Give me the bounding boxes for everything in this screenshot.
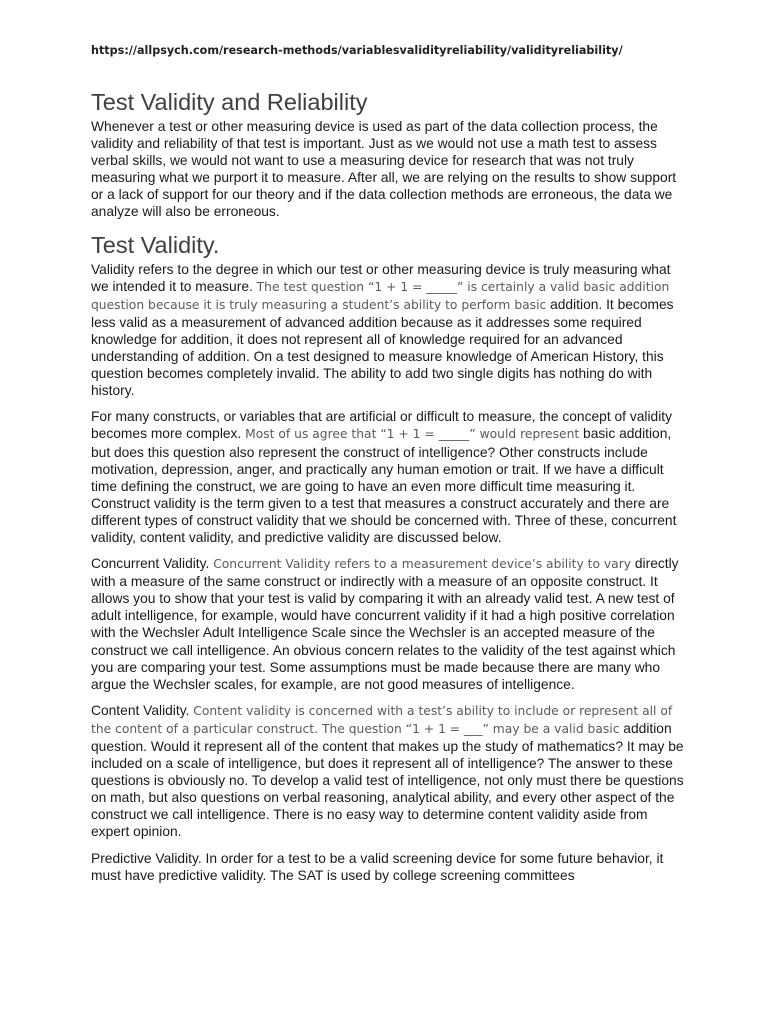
content-definition-text: Content validity is concerned with a test’s ability to include or represent all of the content of a particular construct. The question “1 + 1 = ___” may be a valid basic xyxy=(91,703,673,736)
intro-paragraph: Whenever a test or other measuring device is used as part of the data collection process, the validity and reliability of that test is important. Just as we would not use a math test to assess verbal skills, we would not want to use a measuring device for research that was not truly measuring what we purport it to measure. After all, we are relying on the results to show support or a lack of support for our theory and if the data collection methods are erroneous, the data we analyze will also be erroneous. xyxy=(91,119,677,220)
validity-example-text: The test question “1 + 1 = _____” is certainly a valid basic addition question because it is truly measuring a student’s ability to perform basic xyxy=(91,279,670,312)
content-text: addition question. Would it represent all of the content that makes up the study of mathematics? It may be included on a scale of intelligence, but does it represent all of intelligence? The answer to these questions is obviously no. To develop a valid test of intelligence, not only must there be questions on math, but also questions on verbal reasoning, analytical ability, and every other aspect of the construct we call intelligence. There is no easy way to determine content validity aside from expert opinion. xyxy=(91,720,684,840)
content-label: Content Validity. xyxy=(91,702,194,718)
validity-text-2: addition. It becomes less valid as a measurement of advanced addition because as it addresses some required knowledge for addition, it does not represent all of knowledge required for an advanced understanding of addition. On a test designed to measure knowledge of American History, this question becomes completely invalid. The ability to add two single digits has nothing do with history. xyxy=(91,296,674,399)
construct-paragraph xyxy=(91,408,686,546)
predictive-validity-paragraph: Predictive Validity. In order for a test to be a valid screening device for some future behavior, it must have predictive validity. The SAT is used by college screening committees xyxy=(91,850,664,883)
validity-text-1: Validity refers to the degree in which our test or other measuring device is truly measuring what we intended it to measure. xyxy=(91,261,671,294)
title-test-validity-and-reliability: Test Validity and Reliability xyxy=(91,89,368,115)
document-page xyxy=(91,44,686,893)
validity-paragraph xyxy=(91,261,686,400)
construct-example-text: Most of us agree that “1 + 1 = _____” would represent xyxy=(245,427,580,442)
concurrent-validity-paragraph xyxy=(91,555,686,693)
heading-test-validity: Test Validity. xyxy=(91,231,220,258)
construct-text-2: basic addition, but does this question also represent the construct of intelligence? Other constructs include motivation, depression, anger, and practically any human emotion or trait. If we have a difficult time defining the construct, we are going to have an even more difficult time measuring it. Construct validity is the term given to a test that measures a construct accurately and there are different types of construct validity that we should be concerned with. Three of these, concurrent validity, content validity, and predictive validity are discussed below. xyxy=(91,426,677,545)
construct-text-1: For many constructs, or variables that are artificial or difficult to measure, the concept of validity becomes more complex. xyxy=(91,409,672,442)
concurrent-text: directly with a measure of the same construct or indirectly with a measure of an opposite construct. It allows you to show that your test is valid by comparing it with an already valid test. A new test of adult intelligence, for example, would have concurrent validity if it had a high positive correlation with the Wechsler Adult Intelligence Scale since the Wechsler is an accepted measure of the construct we call intelligence. An obvious concern relates to the validity of the test against which you are comparing your test. Some assumptions must be made because there are many who argue the Wechsler scales, for example, are not good measures of intelligence. xyxy=(91,556,679,692)
concurrent-label: Concurrent Validity. xyxy=(91,556,214,572)
source-url[interactable]: https://allpsych.com/research-methods/variablesvalidityreliability/validityreliability/ xyxy=(91,44,623,57)
content-validity-paragraph xyxy=(91,702,686,841)
concurrent-definition-text: Concurrent Validity refers to a measurement device’s ability to vary xyxy=(213,557,632,572)
